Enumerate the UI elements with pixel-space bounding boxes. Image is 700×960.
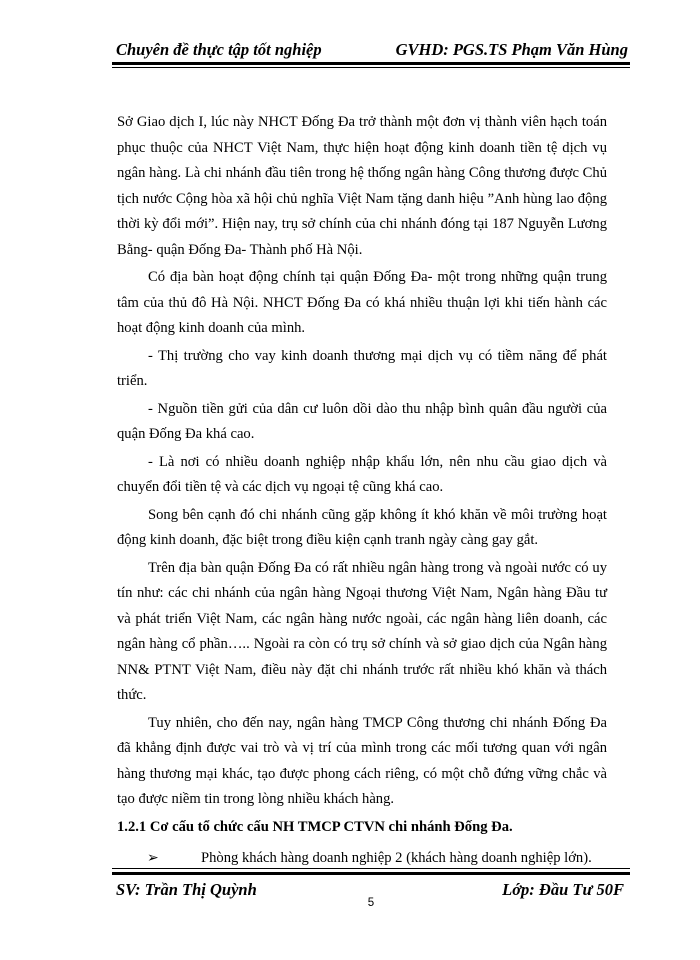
footer-rule-thick xyxy=(112,872,630,875)
page-header xyxy=(112,40,630,66)
footer-student-name: SV: Trần Thị Quỳnh xyxy=(116,880,257,899)
page-number: 5 xyxy=(367,897,375,909)
body-paragraph-4: Trên địa bàn quận Đống Đa có rất nhiều ngân hàng trong và ngoài nước có uy tín như: các chi nhánh của ngân hàng Ngoại thương Việt Nam, Ngân hàng Đầu tư và phát triển Việt Nam, các ngân hàng nước ngoài, các ngân hàng liên doanh, các ngân hàng cổ phần….. Ngoài ra còn có trụ sở chính và sở giao dịch của Ngân hàng NN& PTNT Việt Nam, điều này đặt chi nhánh trước rất nhiều khó khăn và thách thức. xyxy=(117,559,607,703)
body-paragraph-3: Song bên cạnh đó chi nhánh cũng gặp không ít khó khăn về môi trường hoạt động kinh doanh, đặc biệt trong điều kiện cạnh tranh ngày càng gay gắt. xyxy=(117,506,607,548)
header-rule-thin xyxy=(112,67,630,68)
page-body xyxy=(117,110,607,871)
bullet-list-item xyxy=(117,846,607,871)
body-paragraph-2: Có địa bàn hoạt động chính tại quận Đống Đa- một trong những quận trung tâm của thủ đô Hà Nội. NHCT Đống Đa có khá nhiều thuận lợi khi tiến hành các hoạt động kinh doanh của mình. xyxy=(117,269,607,336)
footer-rule-thin xyxy=(112,868,630,869)
body-paragraph-1: Sở Giao dịch I, lúc này NHCT Đống Đa trở thành một đơn vị thành viên hạch toán phục thuộc của NHCT Việt Nam, thực hiện hoạt động kinh doanh tiền tệ dịch vụ ngân hàng. Là chi nhánh đầu tiên trong hệ thống ngân hàng Công thương được Chủ tịch nước Cộng hòa xã hội chủ nghĩa Việt Nam tặng danh hiệu ”Anh hùng lao động thời kỳ đổi mới”. Hiện nay, trụ sở chính của chi nhánh đóng tại 187 Nguyễn Lương Bằng- quận Đống Đa- Thành phố Hà Nội. xyxy=(117,114,607,258)
section-heading: 1.2.1 Cơ cấu tổ chức cấu NH TMCP CTVN chi nhánh Đống Đa. xyxy=(117,818,513,835)
header-rule-thick xyxy=(112,62,630,65)
arrow-bullet-icon: ➢ xyxy=(147,850,159,866)
bullet-text: Phòng khách hàng doanh nghiệp 2 (khách hàng doanh nghiệp lớn). xyxy=(201,849,592,866)
header-supervisor: GVHD: PGS.TS Phạm Văn Hùng xyxy=(395,40,628,59)
body-list-item-3: - Là nơi có nhiều doanh nghiệp nhập khẩu lớn, nên nhu cầu giao dịch và chuyển đổi tiền tệ và các dịch vụ ngoại tệ cũng khá cao. xyxy=(117,453,607,495)
body-paragraph-5: Tuy nhiên, cho đến nay, ngân hàng TMCP Công thương chi nhánh Đống Đa đã khẳng định được vai trò và vị trí của mình trong các mối tương quan với ngân hàng thương mại khác, tạo được phong cách riêng, có một chỗ đứng vững chắc và tạo được niềm tin trong lòng nhiều khách hàng. xyxy=(117,714,607,807)
body-list-item-2: - Nguồn tiền gửi của dân cư luôn dồi dào thu nhập bình quân đầu người của quận Đống Đa khá cao. xyxy=(117,400,607,442)
page-footer xyxy=(112,868,630,908)
footer-class: Lớp: Đầu Tư 50F xyxy=(502,880,624,899)
header-thesis-title: Chuyên đề thực tập tốt nghiệp xyxy=(116,40,322,59)
body-list-item-1: - Thị trường cho vay kinh doanh thương mại dịch vụ có tiềm năng để phát triển. xyxy=(117,347,607,389)
